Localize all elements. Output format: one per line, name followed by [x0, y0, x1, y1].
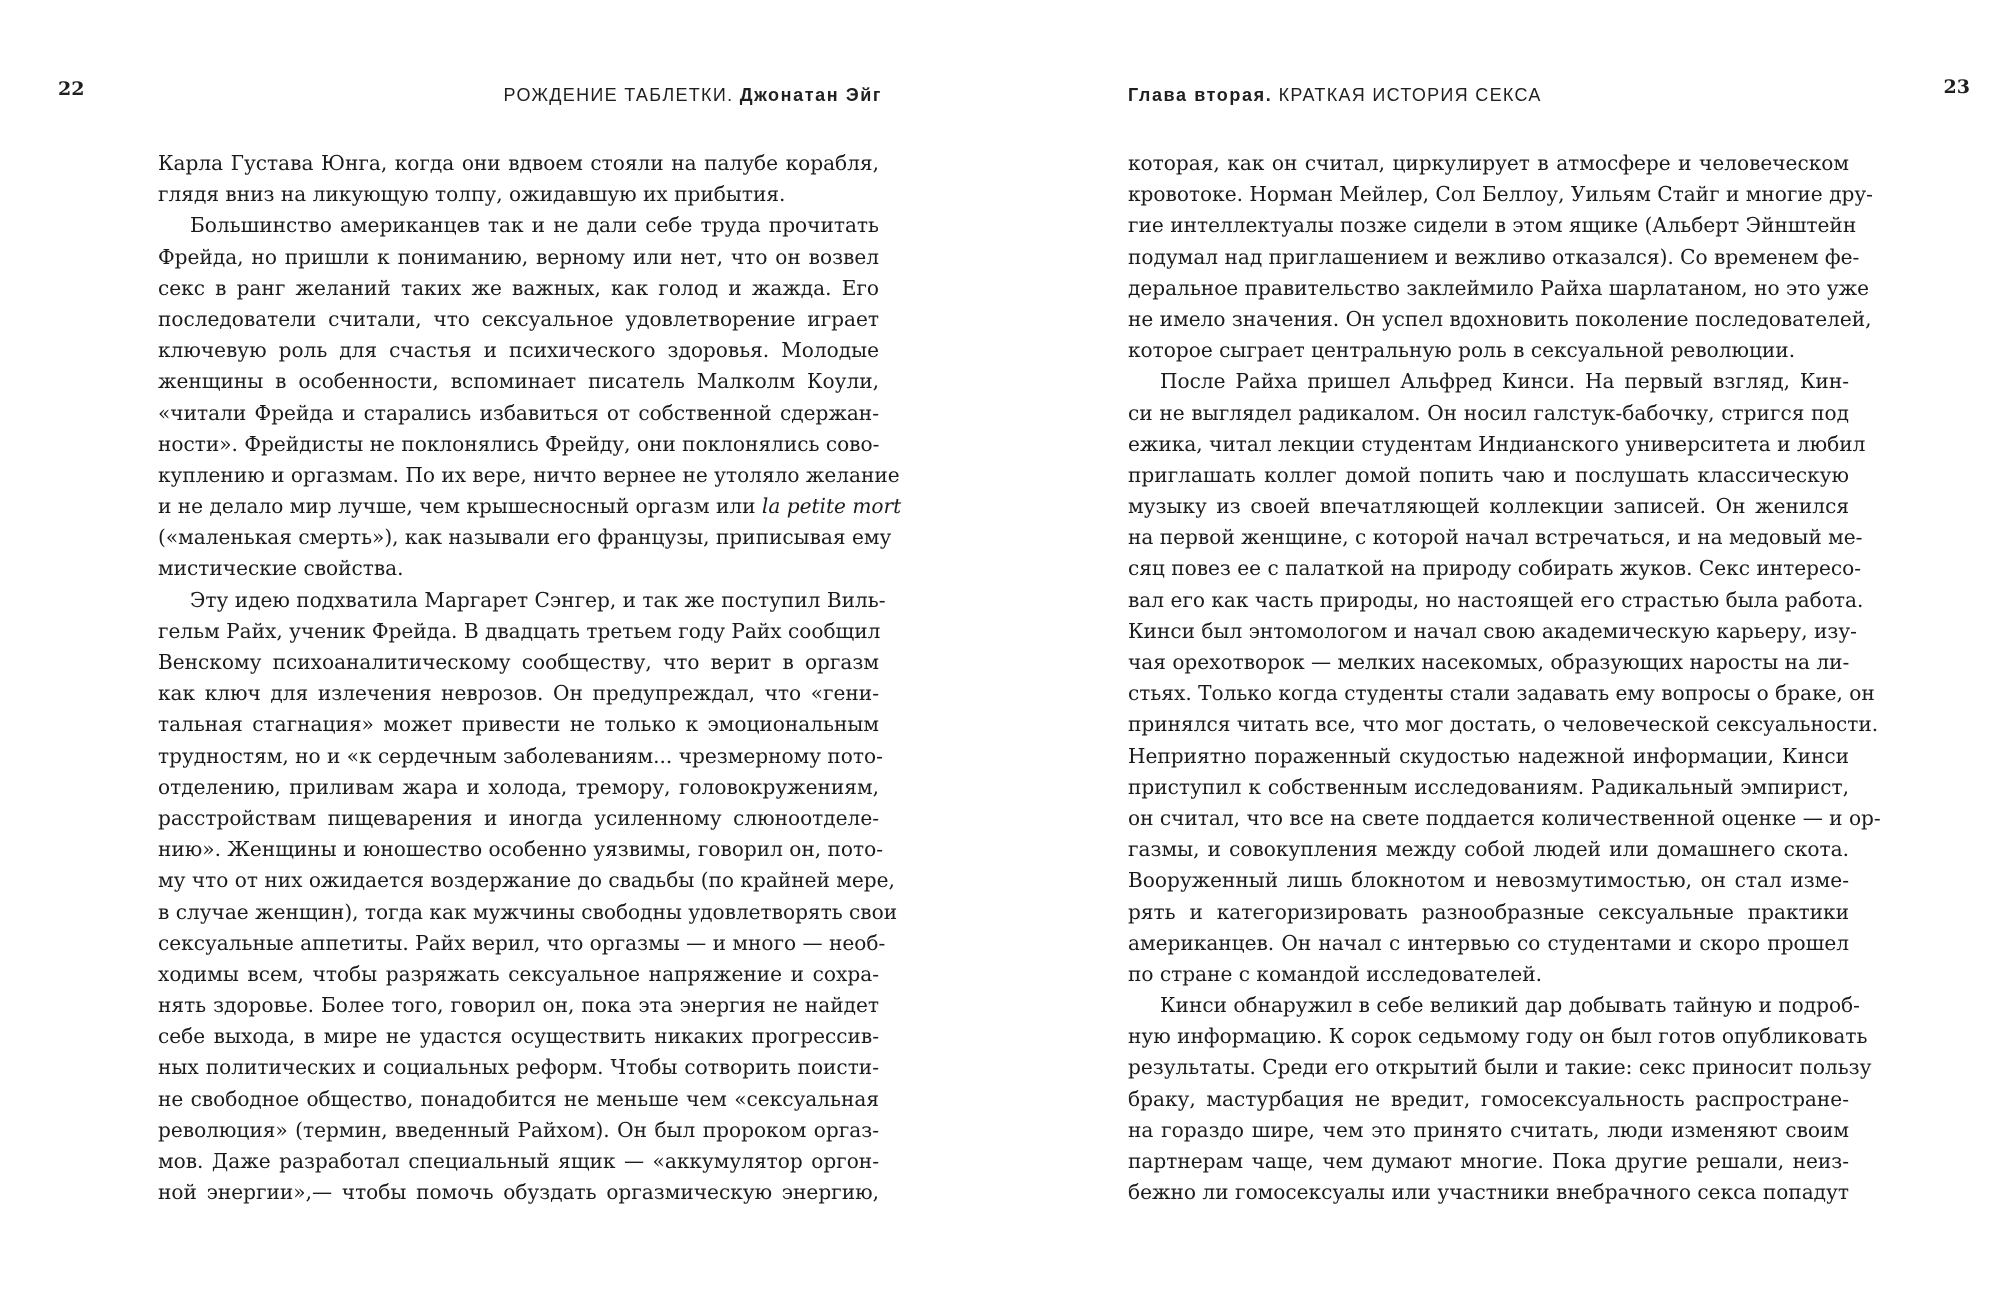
text-line: Неприятно пораженный скудостью надежной информации, Кинси — [1128, 743, 1849, 768]
text-line: бежно ли гомосексуалы или участники внебрачного секса попадут — [1128, 1180, 1849, 1205]
text-line: секс в ранг желаний таких же важных, как голод и жажда. Его — [158, 275, 879, 300]
text-line: в случае женщин), тогда как мужчины свободны удовлетворять свои — [158, 899, 898, 924]
text-line: подумал над приглашением и вежливо отказался). Со временем фе- — [1128, 244, 1860, 269]
text-line: кровотоке. Норман Мейлер, Сол Беллоу, Уильям Стайг и многие дру- — [1128, 182, 1873, 207]
text-line: браку, мастурбация не вредит, гомосексуальность распростране- — [1128, 1086, 1849, 1111]
text-line: Вооруженный лишь блокнотом и невозмутимостью, он стал изме- — [1128, 868, 1849, 893]
text-line: Карла Густава Юнга, когда они вдвоем стояли на палубе корабля, — [158, 151, 879, 175]
running-head — [1128, 85, 1542, 106]
text-line: революция» (термин, введенный Райхом). Он был пророком оргаз- — [158, 1117, 879, 1142]
right-page — [1000, 0, 2000, 1313]
text-line: («маленькая смерть»), как называли его французы, приписывая ему — [158, 525, 892, 550]
text-line: мов. Даже разработал специальный ящик — «аккумулятор оргон- — [158, 1149, 879, 1173]
text-line: последователи считали, что сексуальное удовлетворение играет — [158, 306, 879, 331]
text-line: газмы, и совокупления между собой людей или домашнего скота. — [1128, 837, 1849, 862]
text-line: ных политических и социальных реформ. Чтобы сотворить поисти- — [158, 1055, 879, 1080]
text-line: стьях. Только когда студенты стали задавать ему вопросы о браке, он — [1128, 681, 1875, 706]
text-line: не имело значения. Он успел вдохновить поколение последователей, — [1128, 306, 1872, 331]
text-line: ную информацию. К сорок седьмому году он был готов опубликовать — [1128, 1024, 1868, 1049]
text-line: расстройствам пищеварения и иногда усиленному слюноотделе- — [158, 805, 879, 830]
text-line: себе выхода, в мире не удастся осуществить никаких прогрессив- — [158, 1024, 879, 1049]
text-line: на первой женщине, с которой начал встречаться, и на медовый ме- — [1128, 525, 1863, 550]
text-line: Венскому психоаналитическому сообществу, что верит в оргазм — [158, 650, 879, 674]
text-line: не свободное общество, понадобится не меньше чем «сексуальная — [158, 1086, 879, 1111]
text-line: гельм Райх, ученик Фрейда. В двадцать третьем году Райх сообщил — [158, 618, 881, 643]
text-line: трудностям, но и «к сердечным заболеваниям... чрезмерному пото- — [158, 743, 883, 768]
text-line: женщины в особенности, вспоминает писатель Малколм Коули, — [158, 369, 879, 394]
text-line: куплению и оргазмам. По их вере, ничто вернее не утоляло желание — [158, 462, 900, 487]
text-line: ключевую роль для счастья и психического здоровья. Молодые — [158, 338, 879, 363]
text-line: чая орехотворок — мелких насекомых, образующих наросты на ли- — [1128, 650, 1850, 674]
text-line: приступил к собственным исследованиям. Радикальный эмпирист, — [1128, 774, 1849, 799]
chapter-number: Глава вторая. — [1128, 85, 1273, 105]
text-line: американцев. Он начал с интервью со студентами и скоро прошел — [1128, 930, 1849, 955]
text-line: нять здоровье. Более того, говорил он, пока эта энергия не найдет — [158, 993, 879, 1018]
text-line: ности». Фрейдисты не поклонялись Фрейду, они поклонялись сово- — [158, 431, 880, 456]
text-line: рять и категоризировать разнообразные сексуальные практики — [1128, 899, 1849, 924]
text-line: тальная стагнация» может привести не только к эмоциональным — [158, 712, 879, 737]
text-line: музыку из своей впечатляющей коллекции записей. Он женился — [1128, 494, 1849, 519]
text-line: ходимы всем, чтобы разряжать сексуальное напряжение и сохра- — [158, 961, 879, 986]
text-line: которое сыграет центральную роль в сексуальной революции. — [1128, 338, 1796, 363]
text-line: которая, как он считал, циркулирует в атмосфере и человеческом — [1128, 151, 1849, 175]
text-line: гие интеллектуалы позже сидели в этом ящике (Альберт Эйнштейн — [1128, 213, 1857, 238]
body-text — [158, 148, 902, 1208]
text-line: результаты. Среди его открытий были и такие: секс приносит пользу — [1128, 1055, 1872, 1080]
book-title: РОЖДЕНИЕ ТАБЛЕТКИ. — [503, 85, 734, 105]
author-name: Джонатан Эйг — [739, 85, 882, 105]
text-line: ежика, читал лекции студентам Индианского университета и любил — [1128, 431, 1866, 456]
text-line: ной энергии»,— чтобы помочь обуздать оргазмическую энергию, — [158, 1180, 879, 1205]
text-line: си не выглядел радикалом. Он носил галстук-бабочку, стригся под — [1128, 400, 1849, 425]
text-line: отделению, приливам жара и холода, тремору, головокружениям, — [158, 774, 879, 799]
text-line: глядя вниз на ликующую толпу, ожидавшую их прибытия. — [158, 182, 786, 207]
text-line: деральное правительство заклеймило Райха шарлатаном, но это уже — [1128, 275, 1869, 300]
text-line: Большинство американцев так и не дали себе труда прочитать — [190, 213, 879, 238]
text-line: После Райха пришел Альфред Кинси. На первый взгляд, Кин- — [1160, 369, 1849, 394]
text-line: сяц повез ее с палаткой на природу собирать жуков. Секс интересо- — [1128, 556, 1862, 581]
body-text — [1128, 148, 1881, 1208]
text-line: Кинси был энтомологом и начал свою академическую карьеру, изу- — [1128, 618, 1857, 643]
text-line: на гораздо шире, чем это принято считать, люди изменяют своим — [1128, 1117, 1849, 1142]
text-run: и не делало мир лучше, чем крышесносный оргазм или — [158, 494, 762, 519]
text-line: по стране с командой исследователей. — [1128, 961, 1543, 986]
chapter-title: КРАТКАЯ ИСТОРИЯ СЕКСА — [1278, 85, 1542, 105]
text-line: нию». Женщины и юношество особенно уязвимы, говорил он, пото- — [158, 837, 884, 862]
text-line — [158, 491, 902, 522]
text-line: мистические свойства. — [158, 556, 404, 581]
text-line: Кинси обнаружил в себе великий дар добывать тайную и подроб- — [1160, 993, 1860, 1018]
text-line: Эту идею подхватила Маргарет Сэнгер, и так же поступил Виль- — [190, 587, 886, 612]
page-number: 22 — [58, 78, 85, 100]
running-head — [504, 85, 882, 106]
italic-phrase: la petite mort — [761, 494, 902, 519]
page-number: 23 — [1943, 76, 1970, 98]
text-line: он считал, что все на свете поддается количественной оценке — и ор- — [1128, 805, 1881, 830]
text-line: приглашать коллег домой попить чаю и послушать классическую — [1128, 462, 1849, 487]
text-line: му что от них ожидается воздержание до свадьбы (по крайней мере, — [158, 868, 895, 893]
text-line: «читали Фрейда и старались избавиться от собственной сдержан- — [158, 400, 879, 425]
text-line: как ключ для излечения неврозов. Он предупреждал, что «гени- — [158, 681, 879, 706]
text-line: вал его как часть природы, но настоящей его страстью была работа. — [1128, 587, 1864, 612]
text-line: принялся читать все, что мог достать, о человеческой сексуальности. — [1128, 712, 1879, 737]
text-line: партнерам чаще, чем думают многие. Пока другие решали, неиз- — [1128, 1149, 1849, 1173]
text-line: сексуальные аппетиты. Райх верил, что оргазмы — и много — необ- — [158, 930, 886, 955]
text-line: Фрейда, но пришли к пониманию, верному или нет, что он возвел — [158, 244, 879, 269]
